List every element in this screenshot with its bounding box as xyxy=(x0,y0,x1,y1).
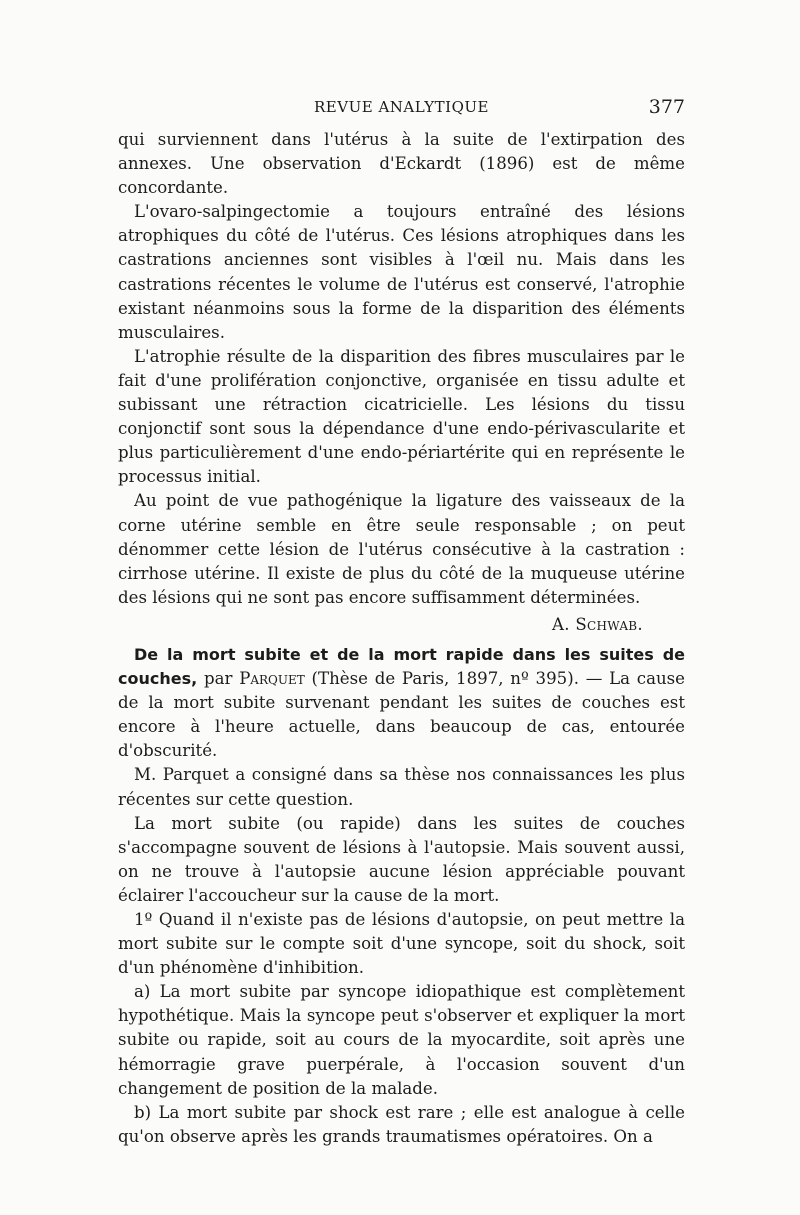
paragraph-6: La mort subite (ou rapide) dans les suites de couches s'accompagne souvent de lésions à l'autopsie. Mais souvent aussi, on ne trouve à l'autopsie aucune lésion appréciable pouvant éclairer l'accoucheur sur la cause de la mort. xyxy=(118,813,685,905)
article-heading-paragraph xyxy=(118,643,685,763)
running-head: REVUE ANALYTIQUE xyxy=(314,98,489,116)
paragraph-3: L'atrophie résulte de la disparition des fibres musculaires par le fait d'une prolifération conjonctive, organisée en tissu adulte et subissant une rétraction cicatricielle. Les lésions du tissu conjonctif sont sous la dépendance d'une endo-périvascularite et plus particulièrement d'une endo-périartérite qui en représente le processus initial. xyxy=(118,346,685,487)
paragraph-9: b) La mort subite par shock est rare ; elle est analogue à celle qu'on observe après les grands traumatismes opératoires. On a xyxy=(118,1102,685,1146)
paragraph-2: L'ovaro-salpingectomie a toujours entraîné des lésions atrophiques du côté de l'utérus. Ces lésions atrophiques dans les castrations anciennes sont visibles à l'œil nu. Mais dans les castrations récentes le volume de l'utérus est conservé, l'atrophie existant néanmoins sous la forme de la disparition des éléments musculaires. xyxy=(118,202,685,342)
paragraph-1: qui surviennent dans l'utérus à la suite de l'extirpation des annexes. Une observation d'Eckardt (1896) est de même concordante. xyxy=(118,130,685,198)
article-author: Parquet xyxy=(239,669,305,689)
paragraph-4: Au point de vue pathogénique la ligature des vaisseaux de la corne utérine semble en être seule responsable ; on peut dénommer cette lésion de l'utérus consécutive à la castration : cirrhose utérine. Il existe de plus du côté de la muqueuse utérine des lésions qui ne sont pas encore suffisamment déterminées. xyxy=(118,491,685,607)
page-number: 377 xyxy=(648,96,685,118)
paragraph-5: M. Parquet a consigné dans sa thèse nos connaissances les plus récentes sur cette question. xyxy=(118,765,685,809)
paragraph-8: a) La mort subite par syncope idiopathique est complètement hypothétique. Mais la syncope peut s'observer et expliquer la mort subite ou rapide, soit au cours de la myocardite, soit après une hémorragie grave puerpérale, à l'occasion souvent d'un changement de position de la malade. xyxy=(118,982,685,1098)
signature: A. Schwab. xyxy=(551,614,643,634)
page-header xyxy=(118,98,685,122)
article-intro: (Thèse de Paris, 1897, nº 395). — La cause de la mort subite survenant pendant les suites de couches est encore à l'heure actuelle, dans beaucoup de cas, entourée d'obscurité. xyxy=(118,669,685,761)
article-title: De la mort subite et de la mort rapide dans les suites de couches, xyxy=(118,644,685,689)
paragraph-7: 1º Quand il n'existe pas de lésions d'autopsie, on peut mettre la mort subite sur le compte soit d'une syncope, soit du shock, soit d'un phénomène d'inhibition. xyxy=(118,910,685,978)
body-text xyxy=(118,128,685,1149)
article-author-prefix: par xyxy=(197,669,240,689)
